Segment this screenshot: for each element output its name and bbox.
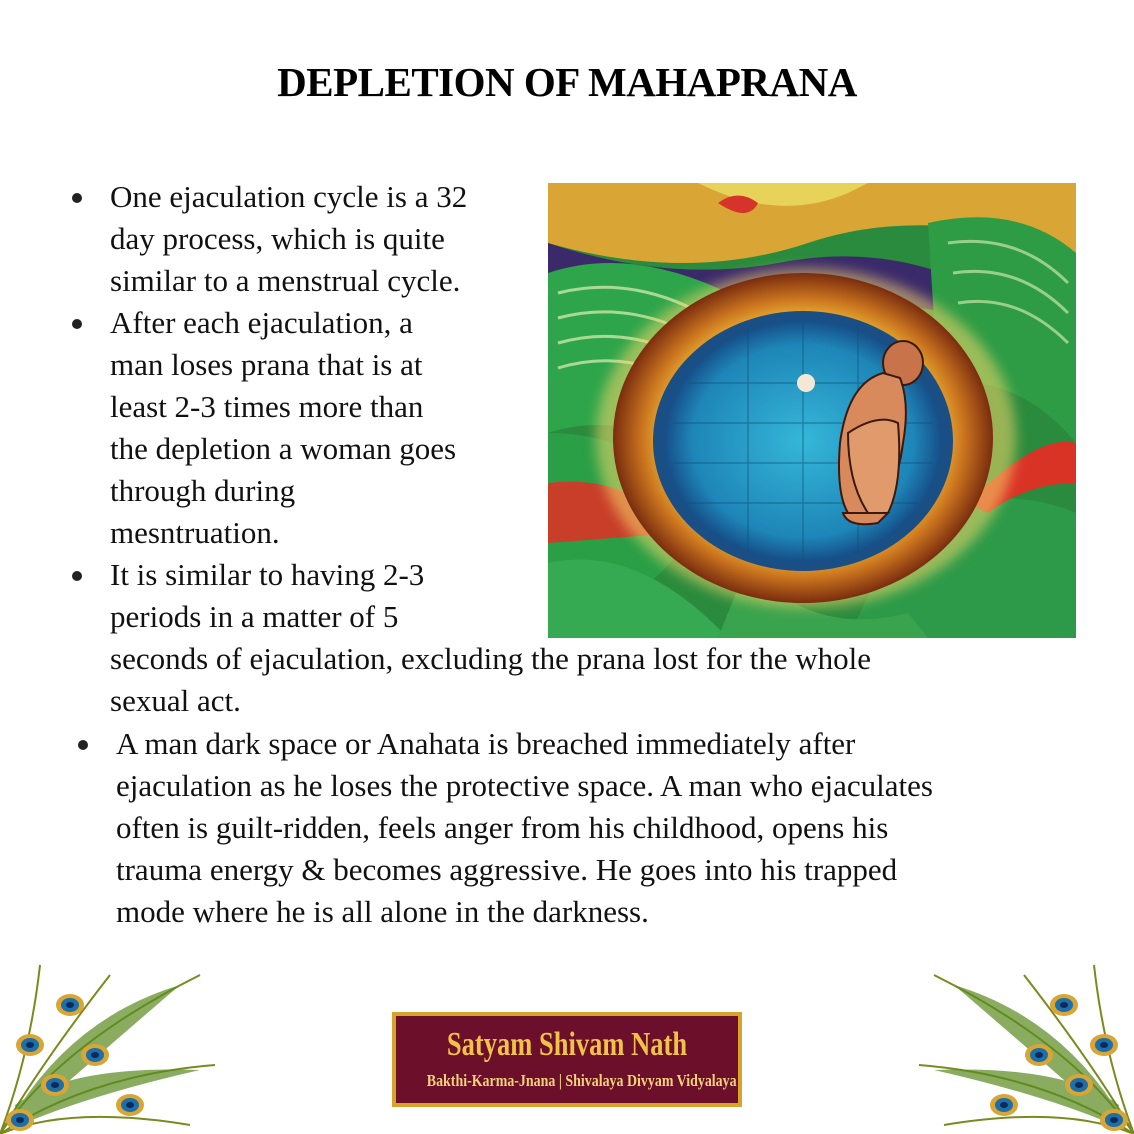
bullet-line: least 2-3 times more than — [110, 389, 424, 424]
bullet-line: sexual act. — [110, 683, 241, 718]
bullet-line: through during — [110, 473, 296, 508]
bullet-line: mode where he is all alone in the darkness. — [116, 894, 649, 929]
bullet-line: A man dark space or Anahata is breached immediately after — [116, 726, 856, 761]
bullet-dot-icon — [72, 571, 82, 581]
bullet-line: One ejaculation cycle is a 32 — [110, 179, 468, 214]
bullet-line: mesntruation. — [110, 515, 280, 550]
bullet-dot-icon — [78, 740, 88, 750]
bullet-line: trauma energy & becomes aggressive. He goes into his trapped — [116, 852, 898, 887]
artwork-image — [548, 183, 1076, 638]
brand-tagline: Bakthi-Karma-Jnana | Shivalaya Divyam Vidyalaya — [426, 1071, 737, 1090]
bullet-dot-icon — [72, 193, 82, 203]
bullet-line: often is guilt-ridden, feels anger from his childhood, opens his — [116, 810, 889, 845]
curled-figure-painting — [548, 183, 1076, 638]
bullet-line: periods in a matter of 5 — [110, 599, 399, 634]
bullet-dot-icon — [72, 319, 82, 329]
brand-name: Satyam Shivam Nath — [446, 1026, 688, 1063]
bullet-line: ejaculation as he loses the protective space. A man who ejaculates — [116, 768, 933, 803]
page-title: DEPLETION OF MAHAPRANA — [277, 59, 857, 105]
bullet-line: the depletion a woman goes — [110, 431, 457, 466]
brand-logo — [392, 1012, 742, 1107]
bullet-line: After each ejaculation, a — [110, 305, 413, 340]
bullet-line: man loses prana that is at — [110, 347, 423, 382]
bullet-line: similar to a menstrual cycle. — [110, 263, 461, 298]
peacock-feather-icon — [0, 955, 215, 1134]
bullet-line: seconds of ejaculation, excluding the prana lost for the whole — [110, 641, 871, 676]
bullet-line: It is similar to having 2-3 — [110, 557, 425, 592]
bullet-line: day process, which is quite — [110, 221, 445, 256]
peacock-feather-icon — [919, 955, 1134, 1134]
